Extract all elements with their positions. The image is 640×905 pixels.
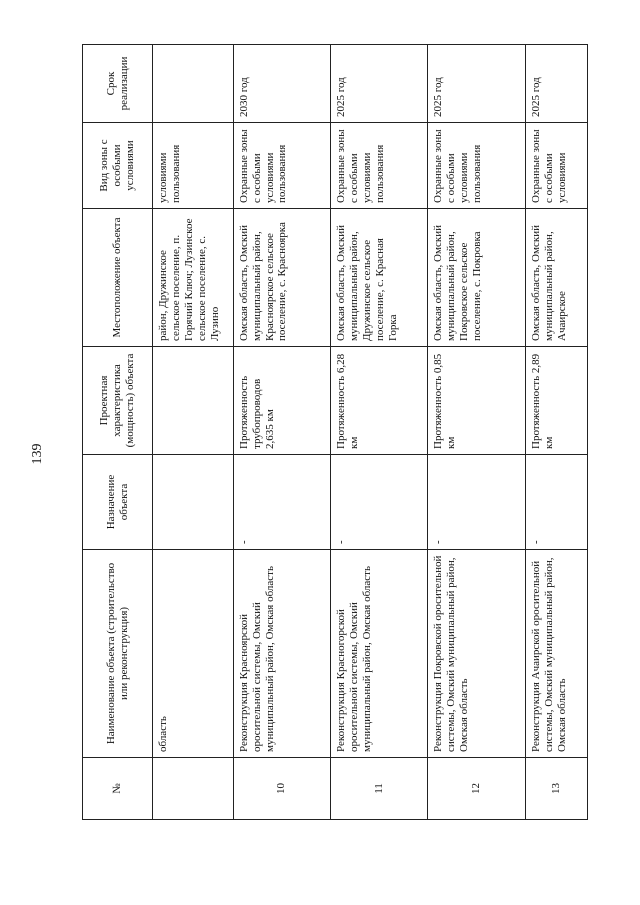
cell-term: 2025 год <box>525 45 587 123</box>
header-zone: Вид зоны с особыми условиями <box>83 123 153 209</box>
cell-name: Реконструкция Покровской оросительной системы, Омский муниципальный район, Омская область <box>428 550 525 758</box>
cell-name: Реконструкция Красноярской оросительной системы, Омский муниципальный район, Омская область <box>233 550 330 758</box>
cell-characteristic: Протяженность трубопроводов 2,635 км <box>233 347 330 455</box>
objects-table <box>82 44 588 820</box>
cell-zone: Охранные зоны с особыми условиями пользования <box>428 123 525 209</box>
cell-name: Реконструкция Ачаирской оросительной системы, Омский муниципальный район, Омская область <box>525 550 587 758</box>
cell-term: 2025 год <box>330 45 427 123</box>
cell-zone: Охранные зоны с особыми условиями пользования <box>233 123 330 209</box>
header-characteristic: Проектная характеристика (мощность) объекта <box>83 347 153 455</box>
cell-purpose: - <box>428 455 525 550</box>
header-location: Местоположение объекта <box>83 209 153 347</box>
table-frame <box>82 45 588 820</box>
cell-purpose: - <box>525 455 587 550</box>
cell-location: район, Дружинское сельское поселение, п. Горячий Ключ; Лузинское сельское поселение, с. Лузино <box>153 209 233 347</box>
cell-num: 13 <box>525 758 587 820</box>
page-number: 139 <box>30 443 45 465</box>
cell-location: Омская область, Омский муниципальный район, Ачаирское <box>525 209 587 347</box>
cell-characteristic: Протяженность 2,89 км <box>525 347 587 455</box>
cell-term: 2025 год <box>428 45 525 123</box>
cell-zone: Охранные зоны с особыми условиями <box>525 123 587 209</box>
table-row <box>428 45 525 820</box>
cell-term <box>153 45 233 123</box>
table-row <box>330 45 427 820</box>
cell-num: 10 <box>233 758 330 820</box>
cell-purpose <box>153 455 233 550</box>
cell-term: 2030 год <box>233 45 330 123</box>
cell-characteristic: Протяженность 6,28 км <box>330 347 427 455</box>
table-row-continuation <box>153 45 233 820</box>
table-row <box>233 45 330 820</box>
cell-name: область <box>153 550 233 758</box>
header-name: Наименование объекта (строительство или реконструкция) <box>83 550 153 758</box>
cell-zone: условиями пользования <box>153 123 233 209</box>
header-num: № <box>83 758 153 820</box>
cell-characteristic: Протяженность 0,85 км <box>428 347 525 455</box>
rotated-table-container <box>82 45 588 820</box>
cell-location: Омская область, Омский муниципальный район, Дружинское сельское поселение, с. Красная Горка <box>330 209 427 347</box>
cell-location: Омская область, Омский муниципальный район, Покровское сельское поселение, с. Покровка <box>428 209 525 347</box>
cell-num <box>153 758 233 820</box>
cell-num: 11 <box>330 758 427 820</box>
cell-characteristic <box>153 347 233 455</box>
cell-purpose: - <box>330 455 427 550</box>
cell-location: Омская область, Омский муниципальный район, Красноярское сельское поселение, с. Красноярка <box>233 209 330 347</box>
cell-num: 12 <box>428 758 525 820</box>
cell-zone: Охранные зоны с особыми условиями пользования <box>330 123 427 209</box>
table-header-row <box>83 45 153 820</box>
header-purpose: Назначение объекта <box>83 455 153 550</box>
cell-purpose: - <box>233 455 330 550</box>
table-row <box>525 45 587 820</box>
header-term: Срок реализации <box>83 45 153 123</box>
cell-name: Реконструкция Красногорской оросительной системы, Омский муниципальный район, Омская область <box>330 550 427 758</box>
